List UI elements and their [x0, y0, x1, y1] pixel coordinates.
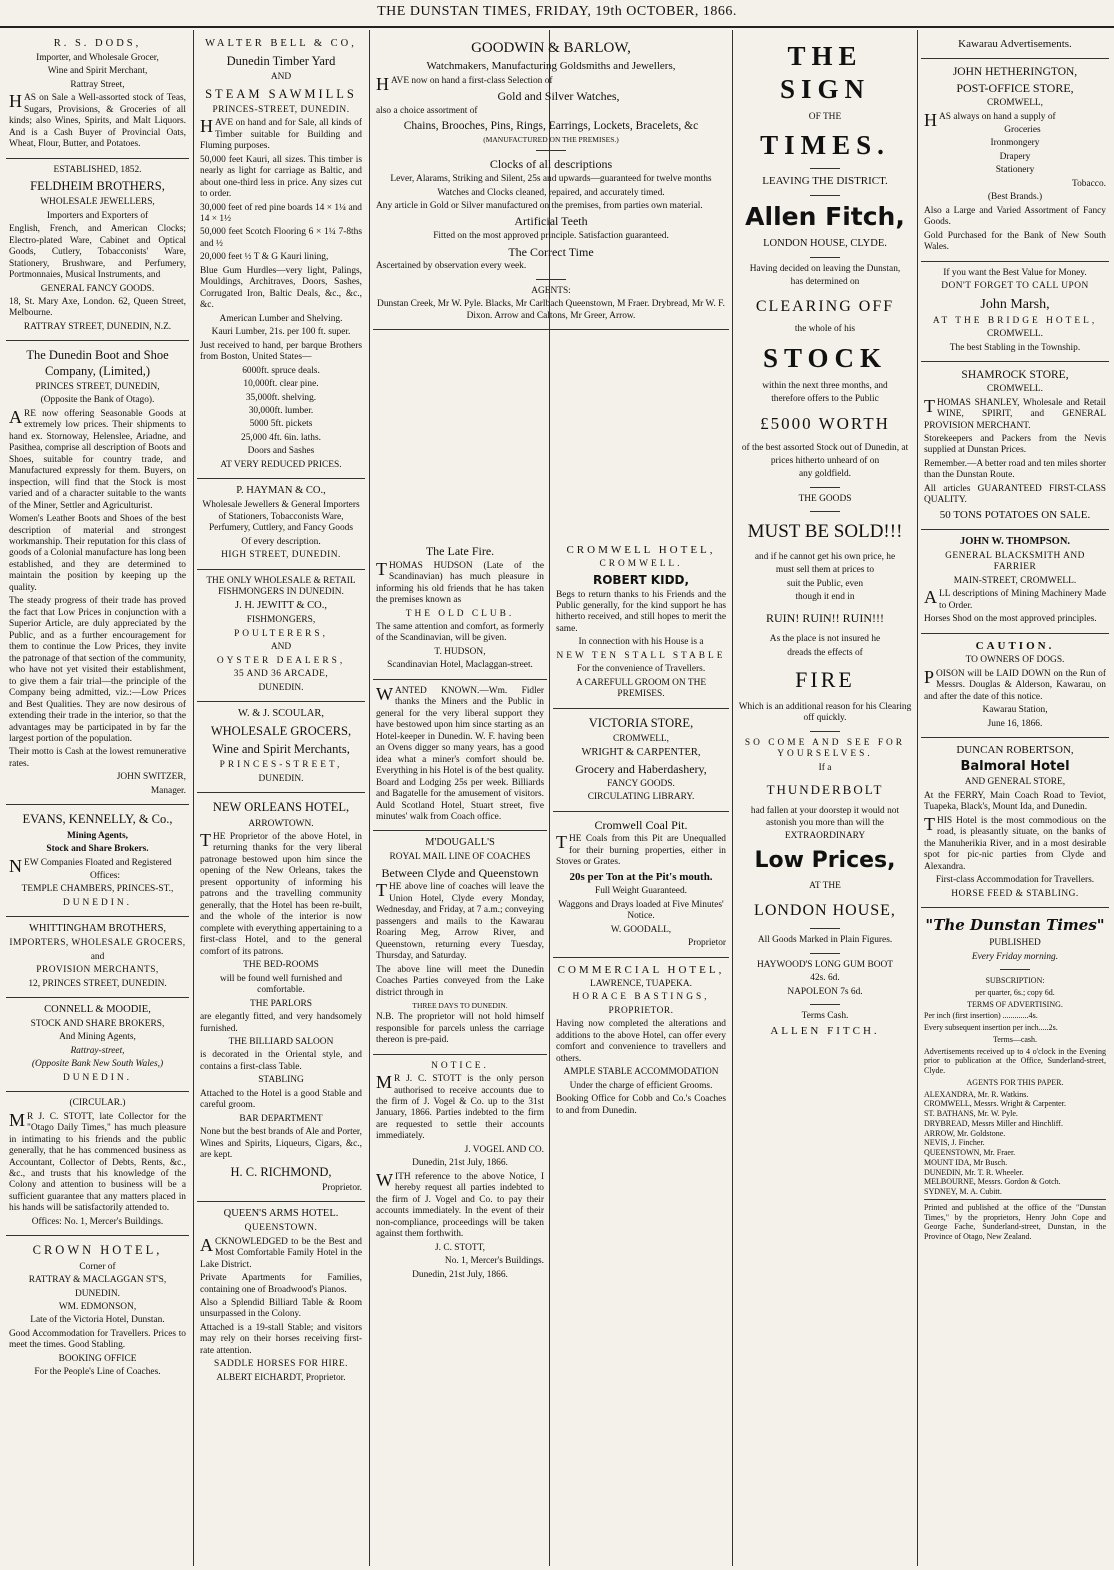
ad-dunstan-times-info: "The Dunstan Times" PUBLISHED Every Friday morning. SUBSCRIPTION: per quarter, 6s.; copy 6d. TERMS OF ADVERTISING. Per inch (first insertion) .............4s. Every subsequent insertion per inch.....2s. Terms—cash. Advertisements received up to 4 o'clock in the Evening prior to publication at the Office, Sunderland-street, Clyde. AGENTS FOR THIS PAPER. ALEXANDRA, Mr. R. Watkins. CROMWELL, Messrs. Wright & Carpenter. ST. BATHANS, Mr. W. Pyle. DRYBREAD, Messrs Miller and Hinchliff. ARROW, Mr. Goldstone. NEVIS, J. Fincher. QUEENSTOWN, Mr. Fraer. MOUNT IDA, Mr Busch. DUNEDIN, Mr. T. R. Wheeler. MELBOURNE, Messrs. Gordon & Gotch. SYDNEY, M. A. Cubitt. Printed and published at the office of the "Dunstan Times," by the proprietors, Henry John Cope and George Fache, Sunderland-street, Dunstan, in the Province of Otago, New Zealand.: [924, 915, 1106, 1242]
agents-list: ALEXANDRA, Mr. R. Watkins. CROMWELL, Messrs. Wright & Carpenter. ST. BATHANS, Mr. W. Pyle. DRYBREAD, Messrs Miller and Hinchliff. ARROW, Mr. Goldstone. NEVIS, J. Fincher. QUEENSTOWN, Mr. Fraer. MOUNT IDA, Mr Busch. DUNEDIN, Mr. T. R. Wheeler. MELBOURNE, Messrs. Gordon & Gotch. SYDNEY, M. A. Cubitt.: [924, 1089, 1066, 1197]
ad-commercial-hotel: COMMERCIAL HOTEL, LAWRENCE, TUAPEKA. HORACE BASTINGS, PROPRIETOR. Having now completed the alterations and additions to the above Hotel, can offer every comfort and convenience to travellers and others. AMPLE STABLE ACCOMMODATION Under the charge of efficient Grooms. Booking Office for Cobb and Co.'s Coaches to and from Dunedin.: [556, 963, 726, 1116]
column-rule: [917, 30, 918, 1566]
ad-queens-arms-hotel: QUEEN'S ARMS HOTEL. QUEENSTOWN. ACKNOWLEDGED to be the Best and Most Comfortable Family Hotel in the Lake District. Private Apartments for Families, containing one of Broadwood's Pianos. Also a Splendid Billiard Table & Room unsurpassed in the Colony. Attached is a 19-stall Stable; and visitors may rely on their horses receiving first-rate attention. SADDLE HORSES FOR HIRE. ALBERT EICHARDT, Proprietor.: [200, 1208, 362, 1383]
divider: [810, 511, 840, 512]
ad-feldheim: ESTABLISHED, 1852. FELDHEIM BROTHERS, WHOLESALE JEWELLERS, Importers and Exporters of English, French, and American Clocks; Electro-plated Ware, Cabinet and Optical Goods, Cutlery, Tobacconists' Ware, Stationery, Brushware, and Perfumery, Portmonnaies, Musical Instruments, and GENERAL FANCY GOODS. 18, St. Mary Axe, London. 62, Queen Street, Melbourne. RATTRAY STREET, DUNEDIN, N.Z.: [6, 159, 189, 342]
ad-late-fire: The Late Fire. THOMAS HUDSON (Late of the Scandinavian) has much pleasure in informing his old friends that he has taken the premises known as THE OLD CLUB. The same attention and comfort, as formerly of the Scandinavian, will be given. T. HUDSON, Scandinavian Hotel, Maclaggan-street.: [373, 538, 547, 680]
ad-evans-kennelly: EVANS, KENNELLY, & Co., Mining Agents, Stock and Share Brokers. NEW Companies Floated and Registered Offices: TEMPLE CHAMBERS, PRINCES-ST., DUNEDIN.: [6, 805, 189, 917]
column-6: [921, 32, 1109, 1564]
ad-shamrock-store: SHAMROCK STORE, CROMWELL. THOMAS SHANLEY, Wholesale and Retail WINE, SPIRIT, and GENERAL PROVISION MERCHANT. Storekeepers and Packers from the Nevis supplied at Dunstan Prices. Remember.—A better road and ten miles shorter than the Dunstan Route. All articles GUARANTEED FIRST-CLASS QUALITY. 50 TONS POTATOES ON SALE.: [921, 362, 1109, 530]
ad-walter-bell: WALTER BELL & CO, Dunedin Timber Yard AND STEAM SAWMILLS PRINCES-STREET, DUNEDIN. HAVE on hand and for Sale, all kinds of Timber suitable for Building and Fluming purposes. 50,000 feet Kauri, all sizes. This timber is nearly as light for carriage as Baltic, and about one-third less in price. Any sizes cut to order. 30,000 feet of red pine boards 14 × 1¼ and 14 × 1½ 50,000 feet Scotch Flooring 6 × 1¼ 7-8ths and ½ 20,000 feet ½ T & G Kauri lining, Blue Gum Hurdles—very light, Palings, Mouldings, Architraves, Doors, Sashes, Corrugated Iron, Baltic Deals, &c., &c., &c. American Lumber and Shelving. Kauri Lumber, 21s. per 100 ft. super. Just received to hand, per barque Brothers from Boston, United States— 6000ft. spruce deals. 10,000ft. clear pine. 35,000ft. shelving. 30,000ft. lumber. 5000 5ft. pickets 25,000 4ft. 6in. laths. Doors and Sashes AT VERY REDUCED PRICES.: [197, 32, 365, 479]
ad-john-marsh: If you want the Best Value for Money. DON'T FORGET TO CALL UPON John Marsh, AT THE BRIDGE HOTEL, CROMWELL. The best Stabling in the Township.: [921, 262, 1109, 362]
ad-hayman: P. HAYMAN & CO., Wholesale Jewellers & General Importers of Stationers, Tobacconists Ware, Perfumery, Cuttlery, and Fancy Goods Of every description. HIGH STREET, DUNEDIN.: [197, 479, 365, 569]
ad-wanted-known: WANTED KNOWN.—Wm. Fidler thanks the Miners and the Public in general for the very liberal support they have bestowed upon him since starting as an Hotel-keeper in Dunedin. W. F. having been an Ovens digger so many years, has a good idea what a miner's comfort should be. Everything in his Hotel is of the best quality. Board and Lodging 25s per week. Billiards and Bagatelle for the amusement of visitors. Auld Scotland Hotel, Stuart street, five minutes' walk from Coach office.: [373, 680, 547, 832]
column-rule: [193, 30, 194, 1566]
ad-new-orleans-hotel: NEW ORLEANS HOTEL, ARROWTOWN. THE Proprietor of the above Hotel, in returning thanks for the very liberal patronage bestowed upon him since the opening of the New Orleans, takes the present opportunity of informing his patrons and the travelling community generally, that the Hotel has been re-built, and the whole of the interior is now complete with everything appertaining to a first-class Hotel, and to the general comfort of its patrons. THE BED-ROOMS will be found well furnished and comfortable. THE PARLORS are elegantly fitted, and very handsomely furnished. THE BILLIARD SALOON is decorated in the Oriental style, and contains a first-class Table. STABLING Attached to the Hotel is a good Stable and careful groom. BAR DEPARTMENT None but the best brands of Ale and Porter, Wines and Spirits, Liqueurs, Cigars, &c., are kept. H. C. RICHMOND, Proprietor.: [197, 793, 365, 1202]
ad-thompson: JOHN W. THOMPSON. GENERAL BLACKSMITH AND FARRIER MAIN-STREET, CROMWELL. ALL descriptions of Mining Machinery Made to Order. Horses Shod on the most approved principles.: [921, 530, 1109, 634]
column-rule: [369, 30, 370, 1566]
divider: [810, 487, 840, 488]
divider: [810, 928, 840, 929]
masthead: THE DUNSTAN TIMES, FRIDAY, 19th OCTOBER, 1866.: [0, 0, 1114, 28]
divider: [810, 953, 840, 954]
divider: [810, 195, 840, 196]
ad-stott-circular: (CIRCULAR.) MR J. C. STOTT, late Collector for the "Otago Daily Times," has much pleasure in intimating to his friends and the public generally, that he has commenced business as Accountant, Collector of Debts, Rents, &c., &c., and trusts that his knowledge of the Colony and attention to business will be a sufficient guarantee that any matters placed in his hands will be satisfactorily attended to. Offices: No. 1, Mercer's Buildings.: [6, 1092, 189, 1236]
ad-dunedin-boot: The Dunedin Boot and Shoe Company, (Limited,) PRINCES STREET, DUNEDIN, (Opposite the Bank of Otago). ARE now offering Seasonable Goods at extremely low prices. Their shipments to hand ex. Stornoway, Helenslee, Ariadne, and Pasithea, comprise all description of Boots and Shoes, suitable for country trade, and Manufactured expressly for them. Buyers, on inspection, will find that the Stock is most varied and of a character suitable to the wants of the Miner, Settler and Agriculturist. Women's Leather Boots and Shoes of the best description of material and strongest workmanship. Their reputation for this class of goods of a Colonial manufacture has long been established, and they are determined to maintain the position by keeping up the quality. The steady progress of their trade has proved the fact that Low Prices in conjunction with a Superior Article, are duly appreciated by the Public, and as a further encouragement for them to continue the Low Prices, they invite the patronage of that section of the community, who have not yet visited their establishment, to give them a fair trial—the principle of the Company being admitted, viz.:—Low Prices and Best Qualities. They are now desirous of extending their trade in the interior, so that the advantages may be participated in by far the largest portion of the population. Their motto is Cash at the lowest remunerative rates. JOHN SWITZER, Manager.: [6, 341, 189, 805]
ad-caution-dogs: CAUTION. TO OWNERS OF DOGS. POISON will be LAID DOWN on the Run of Messrs. Douglas & Alderson, Kawarau, on and after the date of this notice. Kawarau Station, June 16, 1866.: [921, 634, 1109, 738]
ad-mdougall-coaches: M'DOUGALL'S ROYAL MAIL LINE OF COACHES Between Clyde and Queenstown THE above line of coaches will leave the Union Hotel, Clyde every Monday, Wednesday, and Friday, at 7 a.m.; conveying passengers and mails to the Kawarau Roaring Meg, Arrow River, and Queenstown, returning every Tuesday, Thursday, and Saturday. The above line will meet the Dunedin Coaches Parties conveyed from the Lake district through in THREE DAYS TO DUNEDIN. N.B. The proprietor will not hold himself responsible for parcels unless the carriage thereon is pre-paid.: [373, 831, 547, 1054]
ad-hetherington: JOHN HETHERINGTON, POST-OFFICE STORE, CROMWELL, HAS always on hand a supply of Groceries Ironmongery Drapery Stationery Tobacco. (Best Brands.) Also a Large and Varied Assortment of Fancy Goods. Gold Purchased for the Bank of New South Wales.: [921, 59, 1109, 261]
ad-goodwin-barlow: GOODWIN & BARLOW, Watchmakers, Manufacturing Goldsmiths and Jewellers, HAVE now on hand a first-class Selection of Gold and Silver Watches, also a choice assortment of Chains, Brooches, Pins, Rings, Earrings, Lockets, Bracelets, &c (MANUFACTURED ON THE PREMISES.) Clocks of all descriptions Lever, Alarams, Striking and Silent, 25s and upwards—guaranteed for twelve months Watches and Clocks cleaned, repaired, and accurately timed. Any article in Gold or Silver manufactured on the premises, from parties own material. Artificial Teeth Fitted on the most approved principle. Satisfaction guaranteed. The Correct Time Ascertained by observation every week. AGENTS: Dunstan Creek, Mr W. Pyle. Blacks, Mr Carlbach Queenstown, M Fraer. Drybread, Mr W. F. Dixon. Arrow and Caltons, Mr Greer, Arrow.: [373, 32, 729, 330]
divider: [536, 150, 566, 151]
ad-cromwell-hotel: CROMWELL HOTEL, CROMWELL. ROBERT KIDD, Begs to return thanks to his Friends and the Public generally, for the kind support he has hitherto received, and still hopes to merit the same. In connection with his House is a NEW TEN STALL STABLE For the convenience of Travellers. A CAREFULL GROOM ON THE PREMISES.: [553, 538, 729, 709]
column-5: [736, 32, 914, 1564]
divider: [810, 168, 840, 169]
ad-sign-of-the-times: THE SIGN OF THE TIMES. LEAVING THE DISTRICT. Allen Fitch, LONDON HOUSE, CLYDE. Having decided on leaving the Dunstan, has determined on CLEARING OFF the whole of his STOCK within the next three months, and therefore offers to the Public £5000 WORTH of the best assorted Stock out of Dunedin, at prices hitherto unheard of on any goldfield. THE GOODS MUST BE SOLD!!! and if he cannot get his own price, he must sell them at prices to suit the Public, even though it end in RUIN! RUIN!! RUIN!!! As the place is not insured he dreads the effects of FIRE Which is an additional reason for his Clearing off quickly. SO COME AND SEE FOR YOURSELVES. If a THUNDERBOLT had fallen at your doorstep it would not astonish you more than will the EXTRAORDINARY Low Prices, AT THE LONDON HOUSE, All Goods Marked in Plain Figures. HAYWOOD'S LONG GUM BOOT 42s. 6d. NAPOLEON 7s 6d. Terms Cash. ALLEN FITCH.: [738, 41, 912, 1037]
ad-balmoral-hotel: DUNCAN ROBERTSON, Balmoral Hotel AND GENERAL STORE, At the FERRY, Main Coach Road to Teviot, Tuapeka, Black's, Mount Ida, and Dunedin. THIS Hotel is the most commodious on the road, is pleasantly situate, on the banks of the Manuherikia River, and in a most desirable spot for pic-nic parties from Clyde and Alexandra. First-class Accommodation for Travellers. HORSE FEED & STABLING.: [921, 738, 1109, 908]
divider: [536, 279, 566, 280]
divider: [1000, 969, 1030, 970]
ad-victoria-store: VICTORIA STORE, CROMWELL, WRIGHT & CARPENTER, Grocery and Haberdashery, FANCY GOODS. CIRCULATING LIBRARY.: [553, 709, 729, 812]
column-rule: [549, 538, 550, 1566]
kawarau-heading: Kawarau Advertisements.: [921, 32, 1109, 59]
ad-connell-moodie: CONNELL & MOODIE, STOCK AND SHARE BROKERS, And Mining Agents, Rattray-street, (Opposite Bank New South Wales,) DUNEDIN.: [6, 998, 189, 1092]
column-2: [197, 32, 365, 1564]
ad-jewitt: THE ONLY WHOLESALE & RETAIL FISHMONGERS IN DUNEDIN. J. H. JEWITT & CO., FISHMONGERS, POULTERERS, AND OYSTER DEALERS, 35 AND 36 ARCADE, DUNEDIN.: [197, 570, 365, 703]
ad-whittingham: WHITTINGHAM BROTHERS, IMPORTERS, WHOLESALE GROCERS, and PROVISION MERCHANTS, 12, PRINCES STREET, DUNEDIN.: [6, 917, 189, 998]
ad-notice: NOTICE. MR J. C. STOTT is the only person authorised to receive accounts due to the firm of J. Vogel & Co. up to the 31st January, 1866. Parties indebted to the firm are requested to settle their accounts immediately. J. VOGEL AND CO. Dunedin, 21st July, 1866. WITH reference to the above Notice, I hereby request all parties indebted to the firm of J. Vogel and Co. to pay their accounts immediately. In the event of their non-compliance, proceedings will be taken against them forthwith. J. C. STOTT, No. 1, Mercer's Buildings. Dunedin, 21st July, 1866.: [376, 1060, 544, 1280]
column-1: [6, 32, 189, 1564]
ad-cromwell-coal-pit: Cromwell Coal Pit. THE Coals from this Pit are Unequalled for their burning properties, either in Stoves or Grates. 20s per Ton at the Pit's mouth. Full Weight Guaranteed. Waggons and Drays loaded at Five Minutes' Notice. W. GOODALL, Proprietor: [553, 812, 729, 958]
divider: [810, 1004, 840, 1005]
ad-scoular: W. & J. SCOULAR, WHOLESALE GROCERS, Wine and Spirit Merchants, PRINCES-STREET, DUNEDIN.: [197, 702, 365, 793]
column-4: [553, 538, 729, 1564]
divider: [810, 731, 840, 732]
column-3a: [373, 538, 547, 1564]
column-3-top: [373, 32, 729, 532]
column-rule: [732, 30, 733, 1566]
divider: [810, 257, 840, 258]
ad-dods: R. S. DODS, Importer, and Wholesale Grocer, Wine and Spirit Merchant, Rattray Street, HAS on Sale a Well-assorted stock of Teas, Sugars, Provisions, & Groceries of all kinds; also Wines, Spirits, and Malt Liquors. And is a Cash Buyer of Provincial Oats, Wheat, Flour, Butter, and Potatoes.: [6, 32, 189, 159]
ad-crown-hotel: CROWN HOTEL, Corner of RATTRAY & MACLAGGAN ST'S, DUNEDIN. WM. EDMONSON, Late of the Victoria Hotel, Dunstan. Good Accommodation for Travellers. Prices to meet the times. Good Stabling. BOOKING OFFICE For the People's Line of Coaches.: [9, 1243, 186, 1378]
